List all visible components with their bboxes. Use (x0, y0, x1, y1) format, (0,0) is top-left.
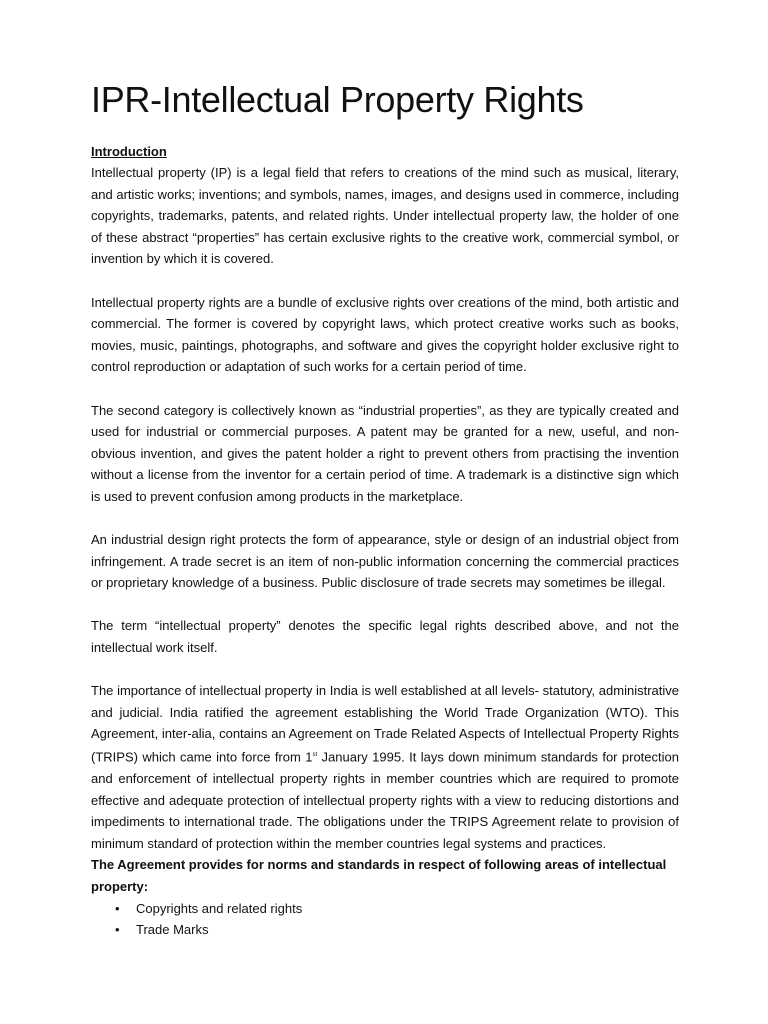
areas-list (91, 898, 679, 941)
document-title: IPR-Intellectual Property Rights (91, 79, 584, 120)
india-text-start: The importance of intellectual property in India is well established at all levels- statutory, administrative and judicial. India ratified the agreement establishing the World Trade Organization (WTO). This Agreement, inter-alia, contains an Agreement on Trade Related Aspects of Intellectual Property Rights (TRIPS) which came into force from 1 (91, 683, 679, 765)
document-page (91, 78, 679, 941)
ordinal-suffix: st (312, 752, 318, 759)
list-item (91, 919, 679, 941)
paragraph-industrial-properties: The second category is collectively known as “industrial properties”, as they are typically created and used for industrial or commercial purposes. A patent may be granted for a new, useful, and non-obvious invention, and gives the patent holder a right to prevent others from practising the invention without a license from the inventor for a certain period of time. A trademark is a distinctive sign which is used to prevent confusion among products in the marketplace. (91, 402, 679, 504)
agreement-lead: The Agreement provides for norms and standards in respect of following areas of intellectual property: (91, 857, 667, 894)
bullet-icon: • (115, 900, 120, 916)
list-item-label: Trade Marks (136, 922, 209, 938)
introduction-heading: Introduction (91, 144, 167, 159)
paragraph-india-trips (91, 680, 679, 854)
paragraph-ip-rights-bundle: Intellectual property rights are a bundle of exclusive rights over creations of the mind, both artistic and commercial. The former is covered by copyright laws, which protect creative works such as books, movies, music, paintings, photographs, and software and gives the copyright holder exclusive right to control reproduction or adaptation of such works for a certain period of time. (91, 294, 679, 375)
india-text-end: January 1995. It lays down minimum standards for protection and enforcement of intellectual property rights in member countries which are required to promote effective and adequate protection of intellectual property rights with a view to reducing distortions and impediments to international trade. The obligations under the TRIPS Agreement relate to provision of minimum standard of protection within the member countries legal systems and practices. (91, 749, 679, 851)
list-item (91, 898, 679, 920)
paragraph-industrial-design: An industrial design right protects the form of appearance, style or design of an industrial object from infringement. A trade secret is an item of non-public information concerning the commercial practices or proprietary knowledge of a business. Public disclosure of trade secrets may sometimes be illegal. (91, 532, 679, 591)
paragraph-term-ip: The term “intellectual property” denotes the specific legal rights described above, and not the intellectual work itself. (91, 618, 679, 656)
list-item-label: Copyrights and related rights (136, 900, 303, 916)
bullet-icon: • (115, 922, 120, 938)
paragraph-ip-definition: Intellectual property (IP) is a legal field that refers to creations of the mind such as musical, literary, and artistic works; inventions; and symbols, names, images, and designs used in commerce, including copyrights, trademarks, patents, and related rights. Under intellectual property law, the holder of one of these abstract “properties” has certain exclusive rights to the creative work, commercial symbol, or invention by which it is covered. (91, 165, 679, 267)
